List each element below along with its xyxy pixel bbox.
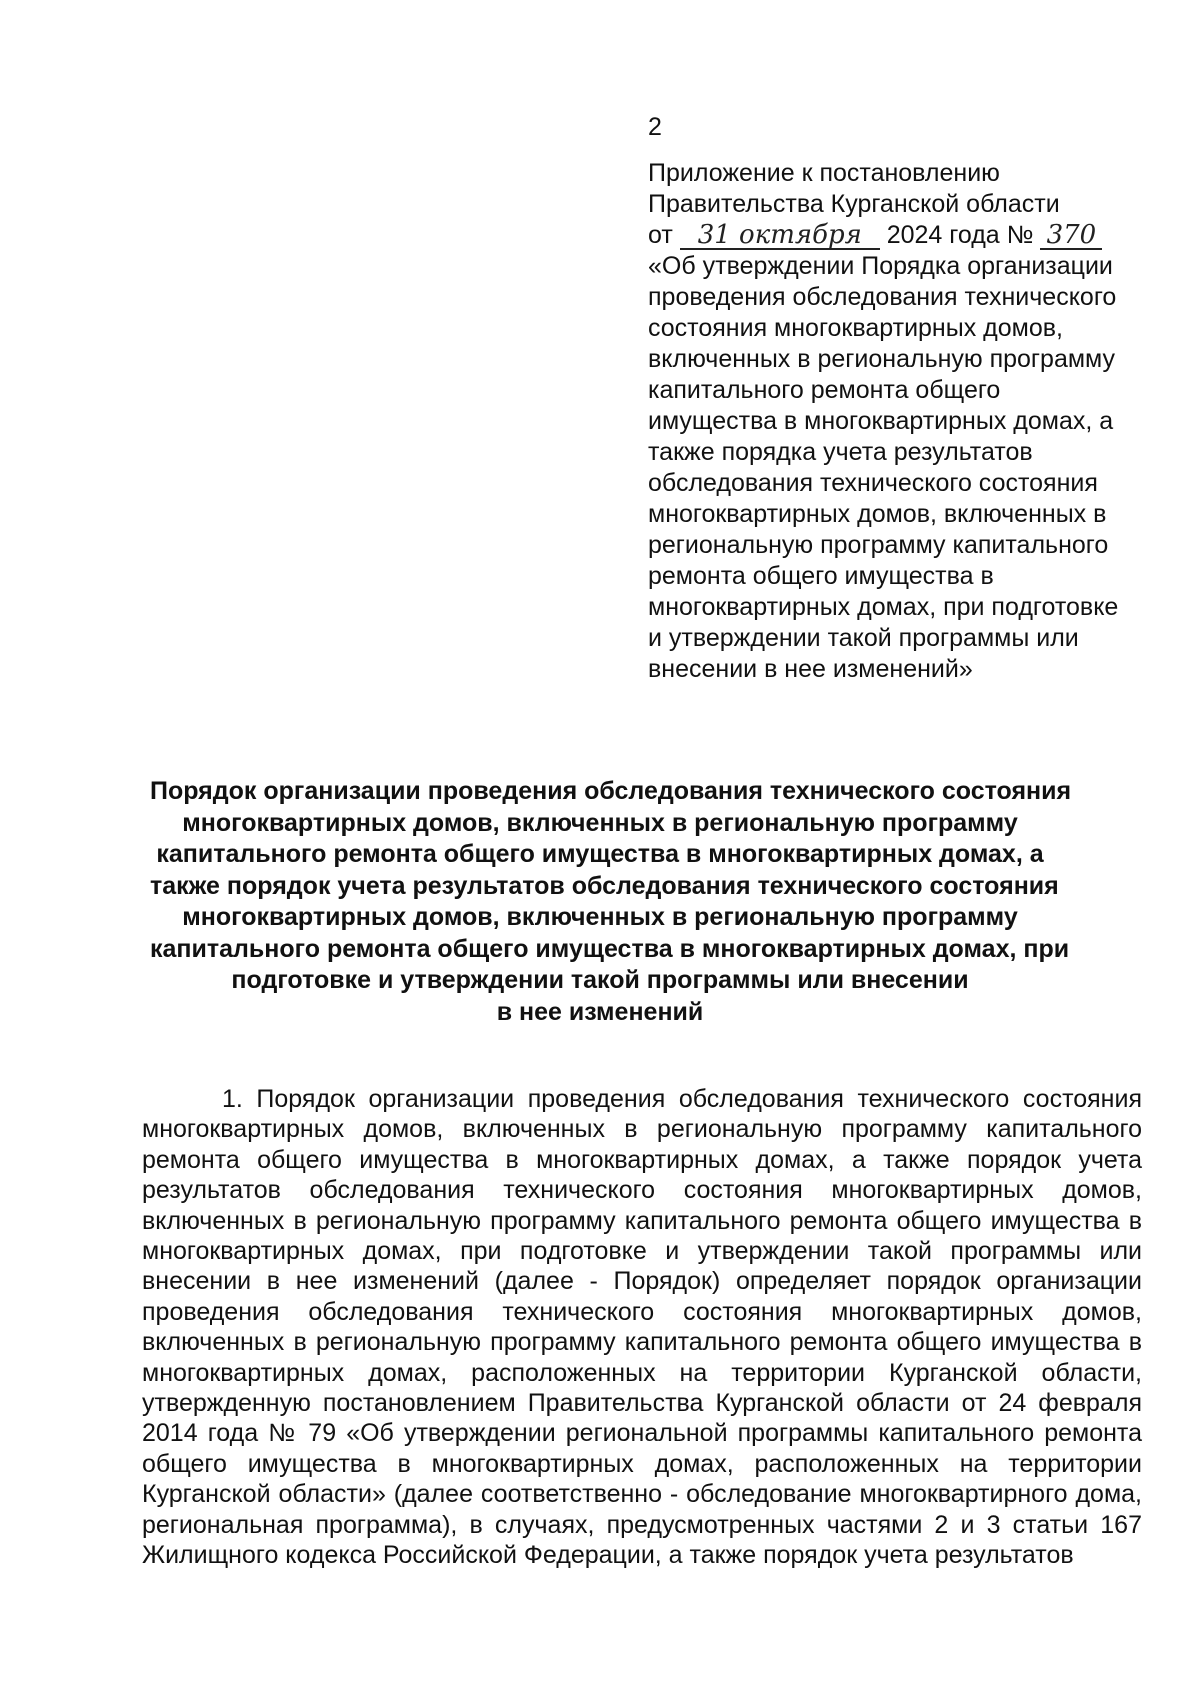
appendix-subject-line: проведения обследования технического bbox=[648, 283, 1117, 311]
title-line: в нее изменений bbox=[496, 997, 704, 1026]
appendix-line-2: Правительства Курганской области bbox=[648, 190, 1060, 218]
document-body bbox=[142, 1084, 1142, 1571]
title-line: капитального ремонта общего имущества в многоквартирных домах, а bbox=[156, 840, 1044, 868]
title-line: подготовке и утверждении такой программы или внесении bbox=[231, 966, 969, 994]
title-line: многоквартирных домов, включенных в региональную программу bbox=[182, 808, 1018, 837]
appendix-subject-line: также порядка учета результатов bbox=[648, 438, 1033, 466]
appendix-header bbox=[648, 158, 1158, 685]
appendix-subject-line: «Об утверждении Порядка организации bbox=[648, 252, 1113, 280]
document-title bbox=[150, 776, 1072, 1028]
appendix-subject-line: включенных в региональную программу bbox=[648, 345, 1116, 373]
title-line: также порядок учета результатов обследования технического состояния bbox=[150, 871, 1059, 900]
appendix-subject-line: региональную программу капитального bbox=[648, 531, 1109, 559]
title-line: капитального ремонта общего имущества в многоквартирных домах, при bbox=[150, 934, 1070, 963]
handwritten-date: 31 октября bbox=[680, 222, 880, 250]
appendix-subject-line: капитального ремонта общего bbox=[648, 376, 1001, 404]
date-prefix: от bbox=[648, 221, 673, 249]
appendix-subject-line: ремонта общего имущества в bbox=[648, 562, 994, 590]
appendix-subject-line: внесении в нее изменений» bbox=[648, 655, 973, 683]
appendix-subject-line: многоквартирных домах, при подготовке bbox=[648, 593, 1119, 621]
year-text: 2024 года № bbox=[886, 221, 1034, 249]
page-number: 2 bbox=[648, 113, 662, 141]
appendix-date-line bbox=[648, 220, 1158, 251]
title-line: многоквартирных домов, включенных в региональную программу bbox=[182, 903, 1018, 931]
appendix-subject-line: обследования технического состояния bbox=[648, 469, 1098, 497]
appendix-subject-line: многоквартирных домов, включенных в bbox=[648, 500, 1107, 528]
appendix-subject-line: имущества в многоквартирных домах, а bbox=[648, 407, 1114, 435]
handwritten-number: 370 bbox=[1040, 222, 1102, 250]
paragraph-1: 1. Порядок организации проведения обследования технического состояния многоквартирных домов, включенных в региональную программу капитального ремонта общего имущества в многоквартирных домах, а также порядок учета результатов обследования технического состояния многоквартирных домов, включенных в региональную программу капитального ремонта общего имущества в многоквартирных домах, при подготовке и утверждении такой программы или внесении в нее изменений (далее - Порядок) определяет порядок организации проведения обследования технического состояния многоквартирных домов, включенных в региональную программу капитального ремонта общего имущества в многоквартирных домах, расположенных на территории Курганской области, утвержденную постановлением Правительства Курганской области от 24 февраля 2014 года № 79 «Об утверждении региональной программы капитального ремонта общего имущества в многоквартирных домах, расположенных на территории Курганской области» (далее соответственно - обследование многоквартирного дома, региональная программа), в случаях, предусмотренных частями 2 и 3 статьи 167 Жилищного кодекса Российской Федерации, а также порядок учета результатов bbox=[142, 1085, 1142, 1570]
title-line: Порядок организации проведения обследования технического состояния bbox=[150, 777, 1072, 805]
appendix-subject-line: и утверждении такой программы или bbox=[648, 624, 1079, 652]
appendix-subject-line: состояния многоквартирных домов, bbox=[648, 314, 1063, 342]
appendix-line-1: Приложение к постановлению bbox=[648, 159, 1000, 187]
